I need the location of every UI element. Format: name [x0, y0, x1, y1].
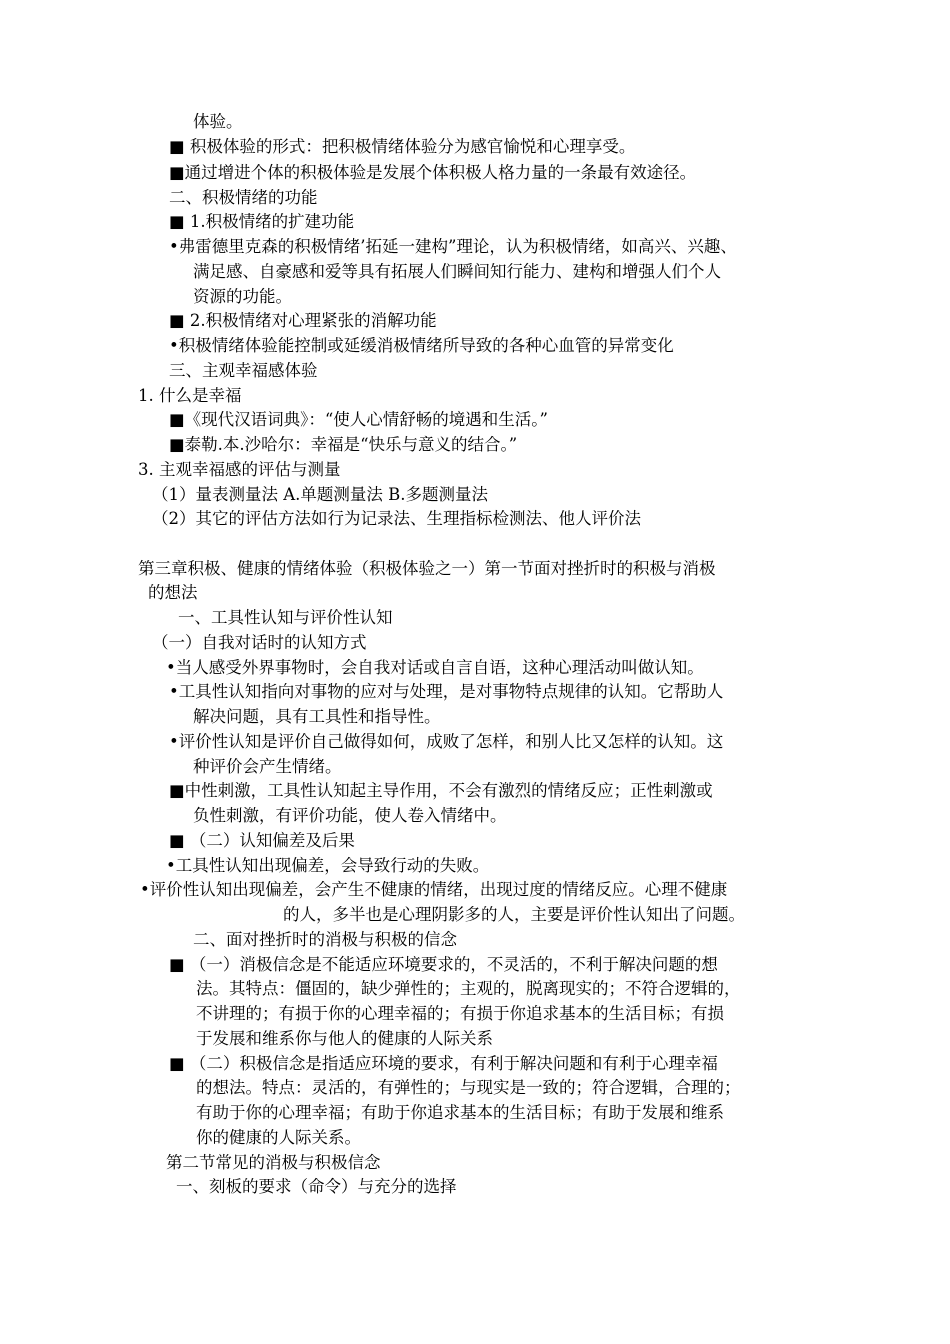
section-heading: 二、积极情绪的功能: [169, 188, 318, 207]
text-line: ■ （二）积极信念是指适应环境的要求，有利于解决问题和有利于心理幸福: [169, 1054, 718, 1073]
text-line: 解决问题，具有工具性和指导性。: [193, 707, 441, 726]
text-line: 法。其特点：僵固的，缺少弹性的；主观的，脱离现实的；不符合逻辑的，: [196, 979, 741, 998]
text-line: •当人感受外界事物时，会自我对话或自言自语，这种心理活动叫做认知。: [166, 658, 704, 677]
chapter-heading: 的想法: [148, 583, 198, 602]
section-heading: 二、面对挫折时的消极与积极的信念: [193, 930, 457, 949]
text-line: 的想法。特点：灵活的，有弹性的；与现实是一致的；符合逻辑，合理的；: [196, 1078, 741, 1097]
text-line: •积极情绪体验能控制或延缓消极情绪所导致的各种心血管的异常变化: [169, 336, 674, 355]
text-line: ■《现代汉语词典》：“使人心情舒畅的境遇和生活。”: [169, 410, 548, 429]
section-heading: 一、刻板的要求（命令）与充分的选择: [176, 1177, 457, 1196]
text-line: ■ （二）认知偏差及后果: [169, 831, 355, 850]
text-line: （一）自我对话时的认知方式: [152, 633, 367, 652]
text-line: 你的健康的人际关系。: [196, 1128, 361, 1147]
text-line: 满足感、自豪感和爱等具有拓展人们瞬间知行能力、建构和增强人们个人: [193, 262, 721, 281]
text-line: 的人，多半也是心理阴影多的人，主要是评价性认知出了问题。: [283, 905, 745, 924]
text-line: ■通过增进个体的积极体验是发展个体积极人格力量的一条最有效途径。: [169, 163, 697, 182]
text-line: •评价性认知出现偏差，会产生不健康的情绪，出现过度的情绪反应。心理不健康: [140, 880, 728, 899]
text-line: ■ 1.积极情绪的扩建功能: [169, 212, 355, 231]
text-line: ■ （一）消极信念是不能适应环境要求的，不灵活的，不利于解决问题的想: [169, 955, 718, 974]
text-line: ■ 2.积极情绪对心理紧张的消解功能: [169, 311, 437, 330]
text-line: 不讲理的；有损于你的心理幸福的；有损于你追求基本的生活目标；有损: [196, 1004, 724, 1023]
text-line: 负性刺激，有评价功能，使人卷入情绪中。: [193, 806, 507, 825]
text-line: •弗雷德里克森的积极情绪’拓延一建构”理论，认为积极情绪，如高兴、兴趣、: [169, 237, 737, 256]
text-line: 1. 什么是幸福: [138, 386, 242, 405]
text-line: •工具性认知出现偏差，会导致行动的失败。: [166, 856, 490, 875]
text-line: ■ 积极体验的形式：把积极情绪体验分为感官愉悦和心理享受。: [169, 137, 636, 156]
section-heading: 第二节常见的消极与积极信念: [166, 1153, 381, 1172]
text-line: 有助于你的心理幸福；有助于你追求基本的生活目标；有助于发展和维系: [196, 1103, 724, 1122]
text-line: 于发展和维系你与他人的健康的人际关系: [196, 1029, 493, 1048]
section-heading: 一、工具性认知与评价性认知: [178, 608, 393, 627]
text-line: 体验。: [193, 112, 243, 131]
text-line: 资源的功能。: [193, 287, 292, 306]
text-line: （2）其它的评估方法如行为记录法、生理指标检测法、他人评价法: [152, 509, 641, 528]
text-line: ■中性刺激，工具性认知起主导作用，不会有激烈的情绪反应；正性刺激或: [169, 781, 713, 800]
text-line: （1）量表测量法 A.单题测量法 B.多题测量法: [152, 485, 489, 504]
text-line: 3. 主观幸福感的评估与测量: [138, 460, 341, 479]
chapter-heading: 第三章积极、健康的情绪体验（积极体验之一）第一节面对挫折时的积极与消极: [138, 559, 716, 578]
text-line: •工具性认知指向对事物的应对与处理，是对事物特点规律的认知。它帮助人: [169, 682, 724, 701]
text-line: 种评价会产生情绪。: [193, 757, 342, 776]
text-line: •评价性认知是评价自己做得如何，成败了怎样，和别人比又怎样的认知。这: [169, 732, 724, 751]
section-heading: 三、主观幸福感体验: [169, 361, 318, 380]
text-line: ■泰勒.本.沙哈尔：幸福是“快乐与意义的结合。”: [169, 435, 518, 454]
